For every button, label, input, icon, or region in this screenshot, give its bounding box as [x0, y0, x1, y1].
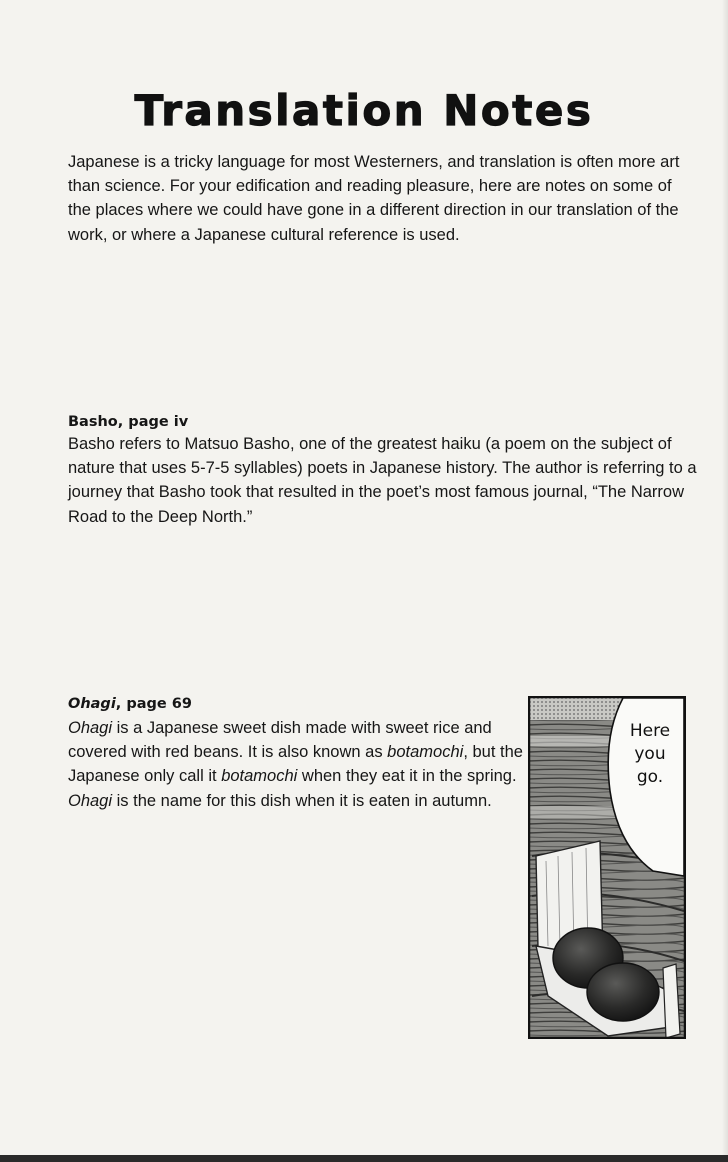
scan-bottom-border: [0, 1155, 728, 1162]
speech-line-2: you: [634, 744, 666, 764]
manga-panel-illustration: [528, 696, 686, 1039]
ohagi-heading-term: Ohagi: [68, 696, 116, 712]
ohagi-heading-page: , page 69: [115, 696, 192, 712]
manga-panel: [528, 696, 686, 1039]
basho-heading: Basho, page iv: [68, 414, 189, 430]
ohagi-term-3: botamochi: [221, 767, 298, 786]
page-edge-shadow: [722, 0, 728, 1155]
ohagi-term-1: Ohagi: [68, 719, 113, 737]
speech-line-1: Here: [629, 721, 671, 741]
ohagi-text-3: when they eat it in the spring.: [297, 767, 517, 786]
ohagi-text-4: is the name for this dish when it is eaten in autumn.: [112, 791, 492, 810]
ohagi-text-1: is a Japanese sweet dish made with sweet rice and covered with red beans. It is also known as: [68, 719, 492, 762]
basho-body: Basho refers to Matsuo Basho, one of the greatest haiku (a poem on the subject of nature that uses 5-7-5 syllables) poets in Japanese history. The author is referring to a journey that Basho took that resulted in the poet’s most famous journal, “The Narrow Road to the Deep North.”: [68, 435, 697, 526]
speech-line-3: go.: [636, 767, 664, 787]
ohagi-heading: [68, 696, 192, 712]
page-title: Translation Notes: [134, 86, 594, 136]
intro-paragraph: Japanese is a tricky language for most Westerners, and translation is often more art than science. For your edification and reading pleasure, here are notes on some of the places where we could have gone in a different direction in our translation of the work, or where a Japanese cultural reference is used.: [68, 153, 680, 244]
ohagi-text-2: , but the Japanese only call it: [68, 743, 523, 786]
ohagi-term-4: Ohagi: [68, 791, 113, 810]
ohagi-term-2: botamochi: [387, 743, 464, 762]
ohagi-body: [68, 716, 523, 813]
